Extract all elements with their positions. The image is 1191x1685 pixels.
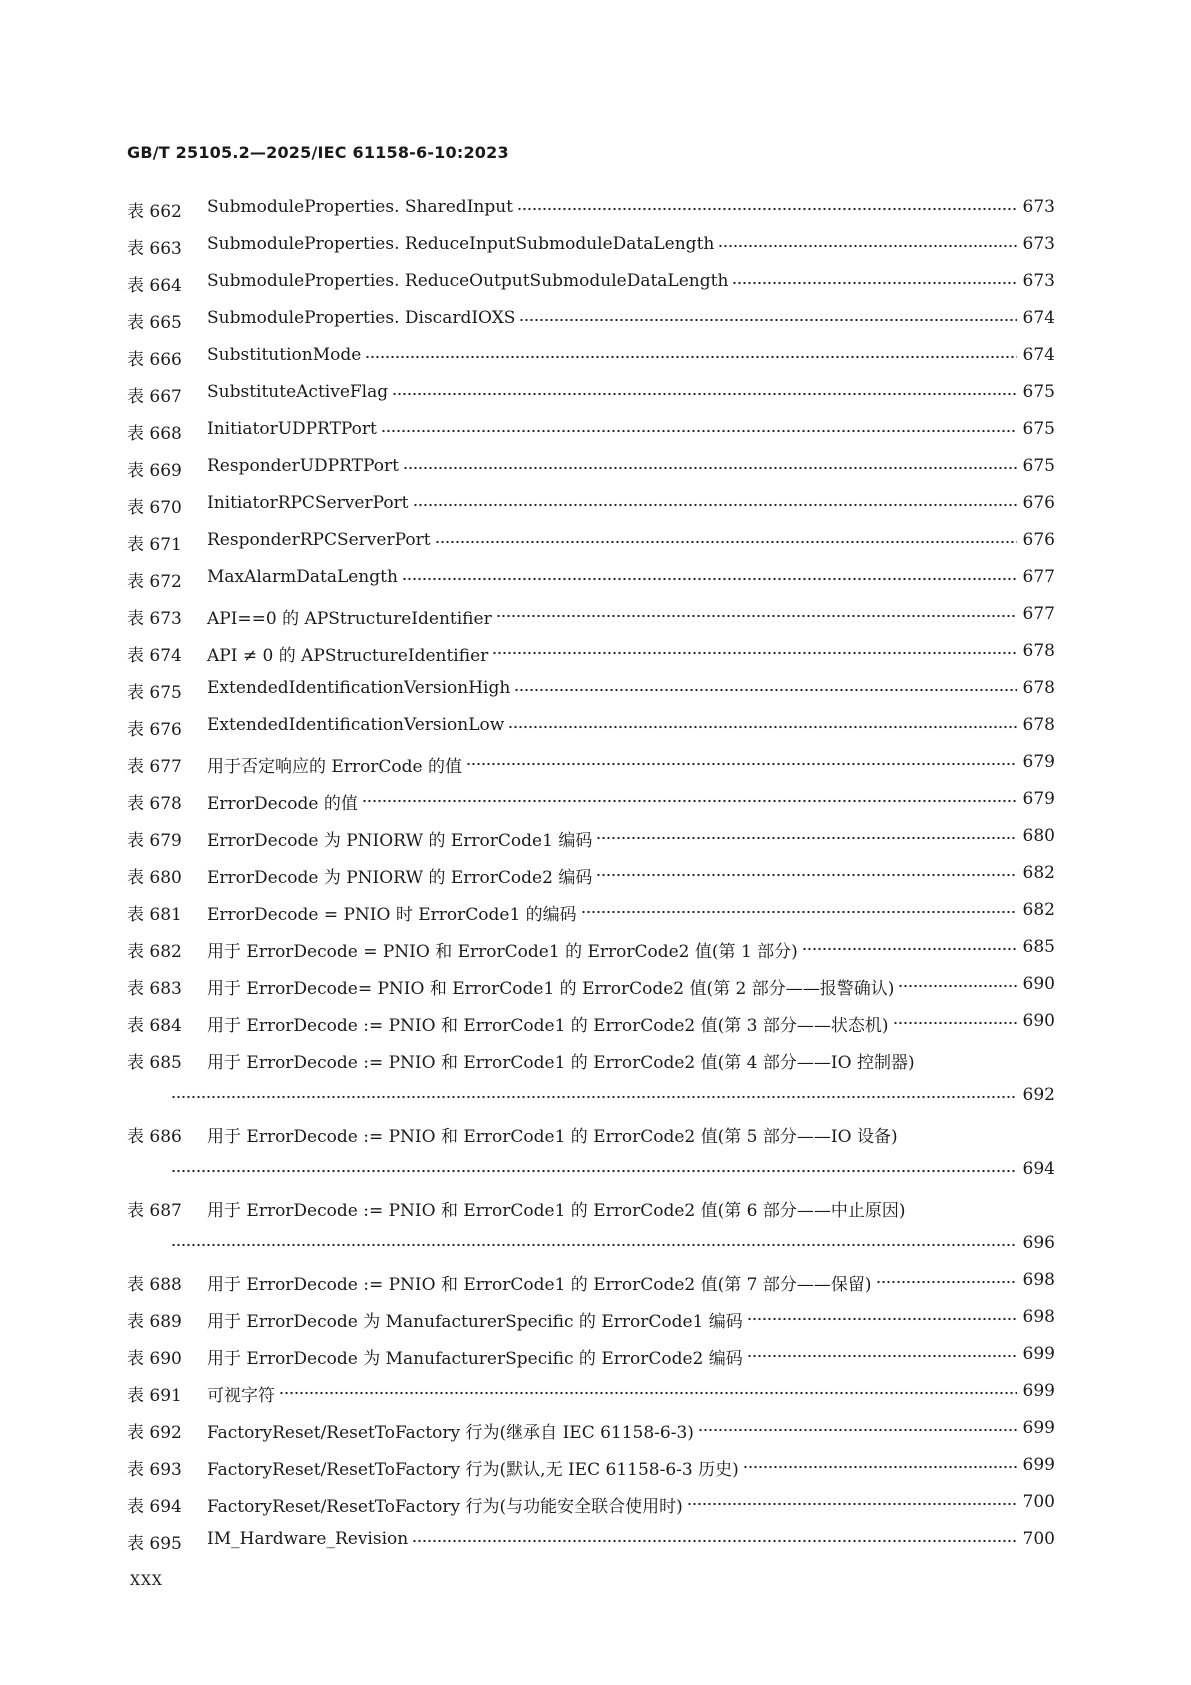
toc-entry[interactable] (127, 863, 1055, 900)
toc-number: 表 695 (127, 1534, 182, 1554)
dot-leader (698, 1418, 1017, 1432)
dot-leader (519, 308, 1017, 322)
dot-leader (392, 382, 1017, 396)
toc-title: 用于 ErrorDecode = PNIO 和 ErrorCode1 的 ErrorCode2 值(第 1 部分) (207, 942, 798, 962)
toc-page: 675 (1022, 456, 1055, 476)
toc-title: 可视字符 (207, 1386, 275, 1406)
toc-entry[interactable] (127, 678, 1055, 715)
toc-title: ExtendedIdentificationVersionLow (207, 715, 505, 735)
toc-page: 700 (1022, 1529, 1055, 1549)
dot-leader (171, 1159, 1017, 1173)
toc-page: 694 (1022, 1159, 1055, 1179)
dot-leader (747, 1307, 1017, 1321)
dot-leader (893, 1011, 1017, 1025)
toc-page: 677 (1022, 604, 1055, 624)
toc-entry[interactable] (127, 1344, 1055, 1381)
toc-title: API==0 的 APStructureIdentifier (207, 609, 492, 629)
dot-leader (876, 1270, 1017, 1284)
toc-page: 679 (1022, 752, 1055, 772)
toc-title: 用于 ErrorDecode := PNIO 和 ErrorCode1 的 ErrorCode2 值(第 7 部分——保留) (207, 1275, 872, 1295)
dot-leader (517, 197, 1017, 211)
toc-number: 表 681 (127, 905, 182, 925)
toc-title: SubmoduleProperties. DiscardIOXS (207, 308, 516, 328)
dot-leader (496, 604, 1017, 618)
toc-number: 表 674 (127, 646, 182, 666)
toc-title: 用于 ErrorDecode := PNIO 和 ErrorCode1 的 ErrorCode2 值(第 6 部分——中止原因) (207, 1201, 906, 1221)
toc-title: ErrorDecode 为 PNIORW 的 ErrorCode2 编码 (207, 868, 593, 888)
toc-entry[interactable] (127, 1196, 1055, 1270)
toc-title: MaxAlarmDataLength (207, 567, 398, 587)
toc-title: InitiatorUDPRTPort (207, 419, 377, 439)
toc-page: 675 (1022, 382, 1055, 402)
toc-page: 699 (1022, 1418, 1055, 1438)
standard-header: GB/T 25105.2—2025/IEC 61158-6-10:2023 (127, 143, 509, 162)
toc-title: 用于 ErrorDecode := PNIO 和 ErrorCode1 的 ErrorCode2 值(第 5 部分——IO 设备) (207, 1127, 898, 1147)
toc-number: 表 675 (127, 683, 182, 703)
toc-entry[interactable] (127, 345, 1055, 382)
toc-entry[interactable] (127, 1122, 1055, 1196)
dot-leader (596, 863, 1017, 877)
dot-leader (171, 1085, 1017, 1099)
toc-entry[interactable] (127, 1307, 1055, 1344)
toc-number: 表 691 (127, 1386, 182, 1406)
toc-page: 676 (1022, 493, 1055, 513)
toc-page: 677 (1022, 567, 1055, 587)
toc-number: 表 692 (127, 1423, 182, 1443)
toc-page: 698 (1022, 1307, 1055, 1327)
toc-page: 690 (1022, 1011, 1055, 1031)
toc-page: 675 (1022, 419, 1055, 439)
toc-entry[interactable] (127, 604, 1055, 641)
dot-leader (898, 974, 1017, 988)
toc-number: 表 683 (127, 979, 182, 999)
toc-number: 表 662 (127, 202, 182, 222)
toc-number: 表 676 (127, 720, 182, 740)
toc-title: ResponderUDPRTPort (207, 456, 399, 476)
toc-entry[interactable] (127, 456, 1055, 493)
dot-leader (435, 530, 1017, 544)
toc-title: 用于 ErrorDecode= PNIO 和 ErrorCode1 的 ErrorCode2 值(第 2 部分——报警确认) (207, 979, 895, 999)
toc-entry[interactable] (127, 1011, 1055, 1048)
toc-page: 698 (1022, 1270, 1055, 1290)
dot-leader (492, 641, 1017, 655)
dot-leader (403, 456, 1017, 470)
toc-title: ErrorDecode 的值 (207, 794, 358, 814)
toc-entry[interactable] (127, 1492, 1055, 1529)
toc-page: 673 (1022, 234, 1055, 254)
toc-entry[interactable] (127, 826, 1055, 863)
toc-entry[interactable] (127, 419, 1055, 456)
toc-page: 680 (1022, 826, 1055, 846)
toc-title: ErrorDecode 为 PNIORW 的 ErrorCode1 编码 (207, 831, 593, 851)
toc-number: 表 664 (127, 276, 182, 296)
toc-number: 表 668 (127, 424, 182, 444)
dot-leader (466, 752, 1017, 766)
toc-page: 678 (1022, 678, 1055, 698)
toc-number: 表 669 (127, 461, 182, 481)
table-of-contents (127, 197, 1055, 1566)
toc-page: 692 (1022, 1085, 1055, 1105)
toc-number: 表 686 (127, 1127, 182, 1147)
toc-page: 679 (1022, 789, 1055, 809)
toc-entry[interactable] (127, 641, 1055, 678)
toc-page: 673 (1022, 197, 1055, 217)
toc-number: 表 689 (127, 1312, 182, 1332)
toc-number: 表 677 (127, 757, 182, 777)
toc-entry[interactable] (127, 382, 1055, 419)
dot-leader (747, 1344, 1017, 1358)
toc-page: 690 (1022, 974, 1055, 994)
toc-entry[interactable] (127, 974, 1055, 1011)
toc-entry[interactable] (127, 530, 1055, 567)
toc-entry[interactable] (127, 567, 1055, 604)
toc-page: 696 (1022, 1233, 1055, 1253)
toc-page: 700 (1022, 1492, 1055, 1512)
toc-title: IM_Hardware_Revision (207, 1529, 409, 1549)
toc-number: 表 673 (127, 609, 182, 629)
toc-page: 699 (1022, 1381, 1055, 1401)
toc-title: FactoryReset/ResetToFactory 行为(默认,无 IEC 61158-6-3 历史) (207, 1460, 739, 1480)
toc-title: SubmoduleProperties. ReduceOutputSubmoduleDataLength (207, 271, 729, 291)
toc-number: 表 690 (127, 1349, 182, 1369)
toc-title: 用于否定响应的 ErrorCode 的值 (207, 757, 463, 777)
toc-entry[interactable] (127, 197, 1055, 234)
toc-number: 表 688 (127, 1275, 182, 1295)
toc-page: 699 (1022, 1455, 1055, 1475)
toc-number: 表 670 (127, 498, 182, 518)
toc-entry[interactable] (127, 937, 1055, 974)
toc-page: 682 (1022, 900, 1055, 920)
toc-number: 表 663 (127, 239, 182, 259)
toc-number: 表 678 (127, 794, 182, 814)
toc-title: 用于 ErrorDecode := PNIO 和 ErrorCode1 的 ErrorCode2 值(第 3 部分——状态机) (207, 1016, 889, 1036)
toc-entry[interactable] (127, 308, 1055, 345)
dot-leader (508, 715, 1017, 729)
toc-number: 表 679 (127, 831, 182, 851)
toc-title: SubmoduleProperties. SharedInput (207, 197, 514, 217)
toc-number: 表 680 (127, 868, 182, 888)
toc-page: 699 (1022, 1344, 1055, 1364)
toc-title: 用于 ErrorDecode := PNIO 和 ErrorCode1 的 ErrorCode2 值(第 4 部分——IO 控制器) (207, 1053, 915, 1073)
toc-number: 表 672 (127, 572, 182, 592)
toc-number: 表 682 (127, 942, 182, 962)
toc-number: 表 694 (127, 1497, 182, 1517)
toc-entry[interactable] (127, 1381, 1055, 1418)
toc-title: SubstituteActiveFlag (207, 382, 389, 402)
toc-title: API ≠ 0 的 APStructureIdentifier (207, 646, 489, 666)
toc-entry[interactable] (127, 1270, 1055, 1307)
dot-leader (365, 345, 1017, 359)
toc-title: FactoryReset/ResetToFactory 行为(与功能安全联合使用时) (207, 1497, 683, 1517)
toc-page: 678 (1022, 641, 1055, 661)
toc-entry[interactable] (127, 271, 1055, 308)
toc-entry[interactable] (127, 752, 1055, 789)
toc-title: ResponderRPCServerPort (207, 530, 431, 550)
toc-entry[interactable] (127, 234, 1055, 271)
toc-title: SubmoduleProperties. ReduceInputSubmoduleDataLength (207, 234, 715, 254)
toc-entry[interactable] (127, 1418, 1055, 1455)
dot-leader (402, 567, 1017, 581)
toc-entry[interactable] (127, 789, 1055, 826)
toc-number: 表 693 (127, 1460, 182, 1480)
toc-page: 678 (1022, 715, 1055, 735)
toc-entry[interactable] (127, 1048, 1055, 1122)
toc-title: ExtendedIdentificationVersionHigh (207, 678, 511, 698)
toc-entry[interactable] (127, 900, 1055, 937)
dot-leader (412, 1529, 1017, 1543)
dot-leader (802, 937, 1017, 951)
toc-entry[interactable] (127, 493, 1055, 530)
toc-number: 表 666 (127, 350, 182, 370)
dot-leader (687, 1492, 1017, 1506)
dot-leader (514, 678, 1017, 692)
toc-entry[interactable] (127, 1529, 1055, 1566)
dot-leader (279, 1381, 1017, 1395)
toc-number: 表 671 (127, 535, 182, 555)
dot-leader (413, 493, 1017, 507)
toc-page: 673 (1022, 271, 1055, 291)
toc-number: 表 685 (127, 1053, 182, 1073)
toc-number: 表 667 (127, 387, 182, 407)
toc-number: 表 687 (127, 1201, 182, 1221)
dot-leader (171, 1233, 1017, 1247)
dot-leader (732, 271, 1017, 285)
dot-leader (718, 234, 1017, 248)
toc-title: 用于 ErrorDecode 为 ManufacturerSpecific 的 ErrorCode2 编码 (207, 1349, 743, 1369)
toc-title: FactoryReset/ResetToFactory 行为(继承自 IEC 61158-6-3) (207, 1423, 694, 1443)
dot-leader (743, 1455, 1017, 1469)
dot-leader (596, 826, 1017, 840)
toc-page: 685 (1022, 937, 1055, 957)
toc-entry[interactable] (127, 715, 1055, 752)
toc-number: 表 665 (127, 313, 182, 333)
toc-page: 682 (1022, 863, 1055, 883)
toc-title: InitiatorRPCServerPort (207, 493, 409, 513)
toc-page: 674 (1022, 308, 1055, 328)
toc-entry[interactable] (127, 1455, 1055, 1492)
toc-page: 676 (1022, 530, 1055, 550)
toc-page: 674 (1022, 345, 1055, 365)
dot-leader (581, 900, 1017, 914)
toc-title: 用于 ErrorDecode 为 ManufacturerSpecific 的 ErrorCode1 编码 (207, 1312, 743, 1332)
toc-title: ErrorDecode = PNIO 时 ErrorCode1 的编码 (207, 905, 577, 925)
page-number-roman: XXX (130, 1573, 163, 1589)
dot-leader (381, 419, 1017, 433)
toc-title: SubstitutionMode (207, 345, 362, 365)
dot-leader (362, 789, 1017, 803)
toc-number: 表 684 (127, 1016, 182, 1036)
